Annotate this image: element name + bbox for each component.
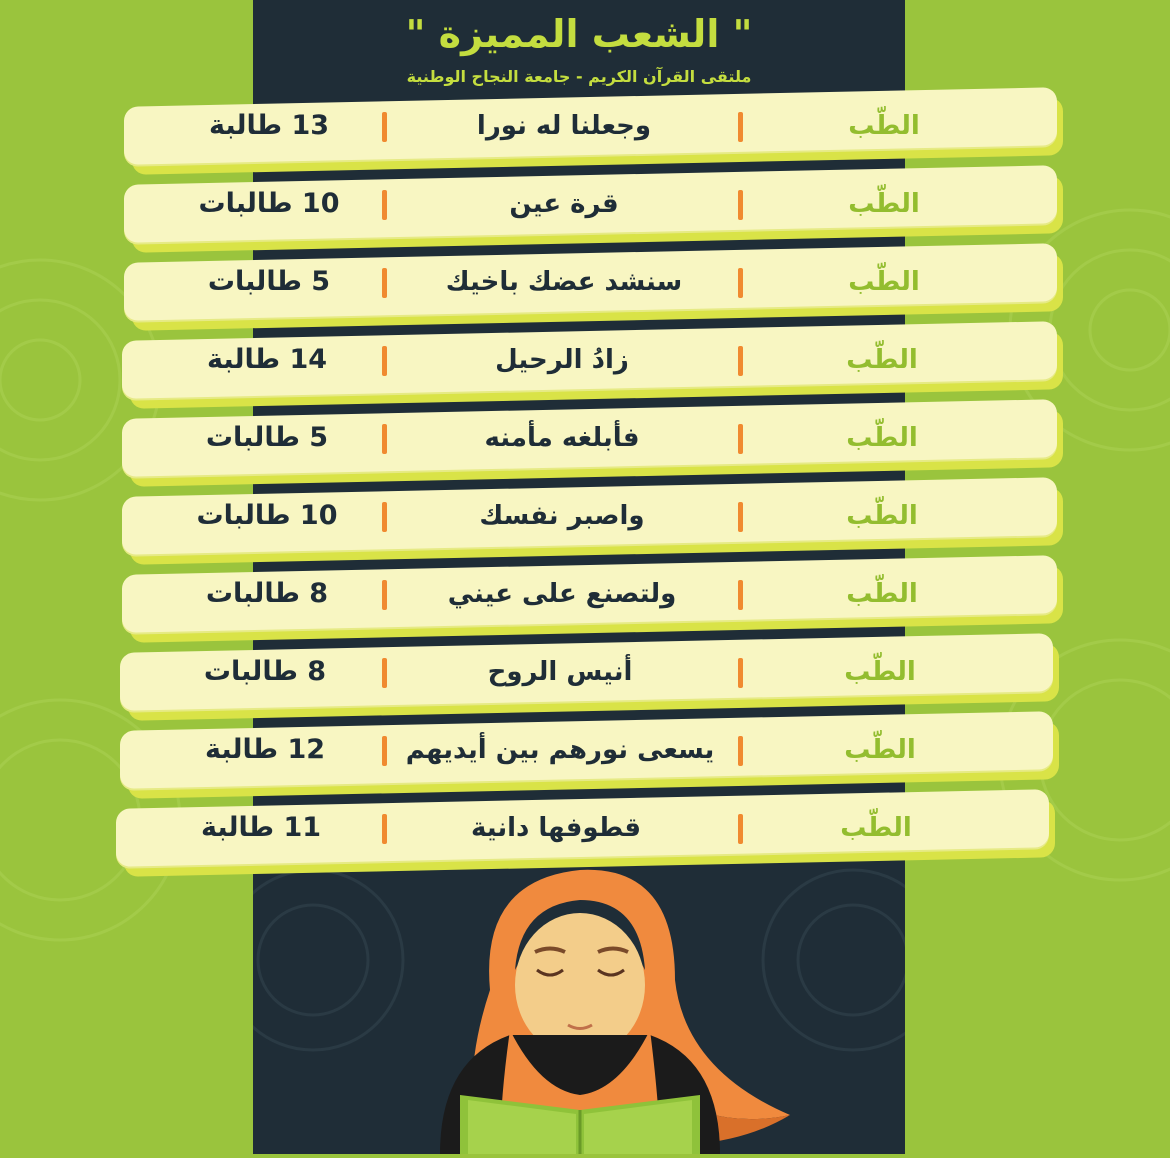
student-count: 13 طالبة [208,110,330,141]
major-label: الطّب [840,813,912,843]
section-name: قطوفها دانية [470,813,642,843]
student-count: 8 طالبات [203,656,327,687]
section-name: يسعى نورهم بين أيديهم [405,735,715,765]
section-name: واصبر نفسك [479,501,645,531]
column-separator [382,424,387,454]
table-row [124,253,1057,311]
student-count: 10 طالبات [198,188,340,219]
student-count: 10 طالبات [196,500,338,531]
section-name: أنيس الروح [487,657,633,687]
column-separator [382,190,387,220]
section-name: قرة عين [509,189,619,219]
column-separator [738,814,743,844]
student-count: 5 طالبات [205,422,329,453]
student-count: 14 طالبة [206,344,328,375]
major-label: الطّب [848,267,920,297]
table-row [116,799,1049,857]
column-separator [738,190,743,220]
major-label: الطّب [848,189,920,219]
column-separator [382,268,387,298]
section-name: ولتصنع على عيني [447,579,677,609]
table-row [122,487,1057,545]
table-row [120,721,1053,779]
section-name: زادُ الرحيل [495,345,629,375]
student-count: 11 طالبة [200,812,322,843]
page-title: " الشعب المميزة " [405,12,753,56]
major-label: الطّب [844,657,916,687]
table-row [122,565,1057,623]
column-separator [382,346,387,376]
column-separator [738,424,743,454]
table-row [124,175,1057,233]
table-row [124,97,1057,155]
column-separator [738,580,743,610]
section-name: وجعلنا له نورا [476,111,652,141]
column-separator [738,268,743,298]
table-row [122,409,1057,467]
column-separator [738,658,743,688]
column-separator [738,502,743,532]
table-row [120,643,1053,701]
column-separator [382,580,387,610]
reading-girl-illustration [420,860,800,1154]
section-name: فأبلغه مأمنه [484,423,640,453]
page-subtitle: ملتقى القرآن الكريم - جامعة النجاح الوطنية [406,67,752,86]
student-count: 8 طالبات [205,578,329,609]
major-label: الطّب [846,423,918,453]
column-separator [382,736,387,766]
major-label: الطّب [846,501,918,531]
major-label: الطّب [844,735,916,765]
major-label: الطّب [846,579,918,609]
column-separator [738,112,743,142]
column-separator [382,814,387,844]
section-name: سنشد عضك باخيك [445,267,683,297]
column-separator [382,502,387,532]
column-separator [738,346,743,376]
table-row [122,331,1057,389]
major-label: الطّب [846,345,918,375]
student-count: 12 طالبة [204,734,326,765]
major-label: الطّب [848,111,920,141]
student-count: 5 طالبات [207,266,331,297]
column-separator [382,658,387,688]
column-separator [738,736,743,766]
column-separator [382,112,387,142]
